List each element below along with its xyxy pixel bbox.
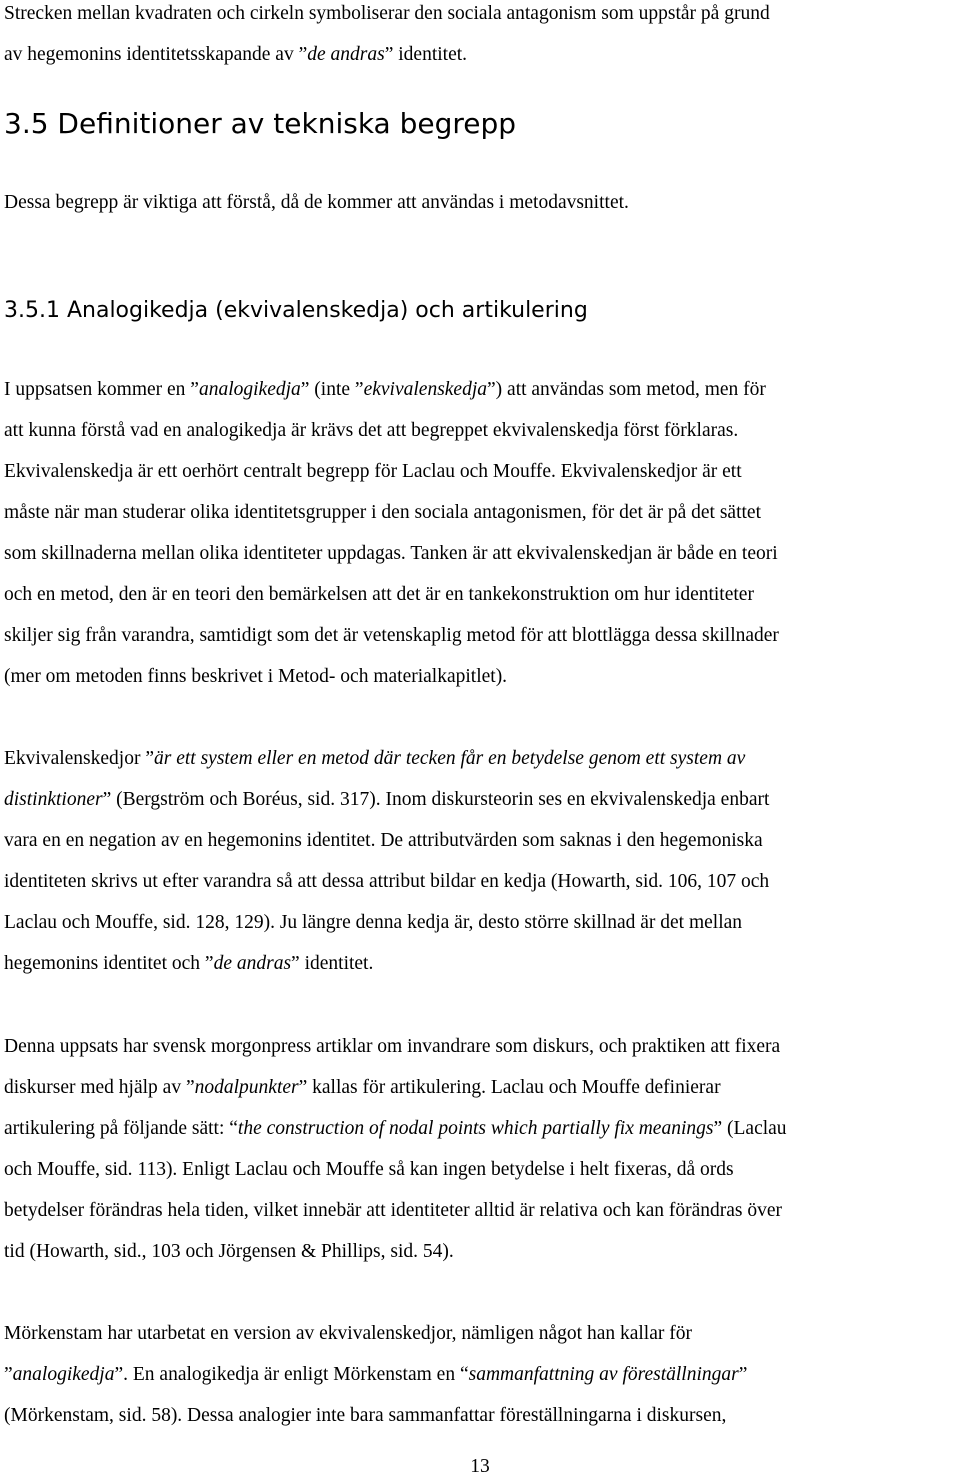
- p3-l2-c: ” kallas för artikulering. Laclau och Mouffe definierar: [298, 1077, 721, 1098]
- page-number: 13: [470, 1456, 490, 1477]
- p3-line-1: Denna uppsats har svensk morgonpress artiklar om invandrare som diskurs, och praktiken att fixera: [4, 1036, 781, 1057]
- p4-l2-c: ”. En analogikedja är enligt Mörkenstam en “: [114, 1364, 469, 1385]
- p3-l3-a: artikulering på följande sätt: “: [4, 1118, 238, 1139]
- p4-line-2: [4, 1354, 747, 1395]
- p1-line-8: (mer om metoden finns beskrivet i Metod- och materialkapitlet).: [4, 666, 508, 687]
- p1-line-1: [4, 369, 766, 410]
- section-heading: 3.5 Definitioner av tekniska begrepp: [4, 107, 517, 140]
- p2-l1-a: Ekvivalenskedjor ”: [4, 748, 154, 769]
- p4-l2-a: ”: [4, 1364, 13, 1385]
- intro-text-2c: ” identitet.: [384, 44, 468, 65]
- p2-line-1: [4, 738, 745, 779]
- p4-l2-d: sammanfattning av föreställningar: [468, 1364, 739, 1385]
- p1-line-4: måste när man studerar olika identitetsgrupper i den sociala antagonismen, för det är på det sättet: [4, 502, 761, 523]
- p2-l6-c: ” identitet.: [291, 953, 374, 974]
- section-intro-text: Dessa begrepp är viktiga att förstå, då de kommer att användas i metodavsnittet.: [4, 192, 629, 213]
- p3-line-4: och Mouffe, sid. 113). Enligt Laclau och Mouffe så kan ingen betydelse i helt fixeras, då ords: [4, 1159, 734, 1180]
- intro-line-2: [4, 34, 467, 75]
- p2-l2-a: distinktioner: [4, 789, 103, 810]
- p2-l2-b: ” (Bergström och Boréus, sid. 317). Inom diskursteorin ses en ekvivalenskedja enbart: [102, 789, 770, 810]
- p4-l2-b: analogikedja: [12, 1364, 115, 1385]
- p1-l1-e: ”) att användas som metod, men för: [487, 379, 766, 400]
- section-intro: [4, 182, 629, 223]
- intro-text-2a: av hegemonins identitetsskapande av ”: [4, 44, 308, 65]
- p1-line-2: att kunna förstå vad en analogikedja är krävs det att begreppet ekvivalenskedja först förklaras.: [4, 420, 739, 441]
- p1-line-6: och en metod, den är en teori den bemärkelsen att det är en tankekonstruktion om hur identiteter: [4, 584, 754, 605]
- p1-l1-c: ” (inte ”: [300, 379, 364, 400]
- p3-line-6: tid (Howarth, sid., 103 och Jörgensen & Phillips, sid. 54).: [4, 1241, 454, 1262]
- p1-line-5: som skillnaderna mellan olika identiteter uppdagas. Tanken är att ekvivalenskedjan är både en teori: [4, 543, 778, 564]
- p3-l2-a: diskurser med hjälp av ”: [4, 1077, 195, 1098]
- p3-l3-b: the construction of nodal points which partially fix meanings: [237, 1118, 714, 1139]
- p2-line-5: Laclau och Mouffe, sid. 128, 129). Ju längre denna kedja är, desto större skillnad är det mellan: [4, 912, 743, 933]
- intro-text-2b: de andras: [307, 44, 385, 65]
- intro-line-1: [4, 0, 770, 34]
- p3-line-3: [4, 1108, 787, 1149]
- p1-l1-b: analogikedja: [198, 379, 301, 400]
- p2-line-4: identiteten skrivs ut efter varandra så att dessa attribut bildar en kedja (Howarth, sid. 106, 107 och: [4, 871, 770, 892]
- p3-l2-b: nodalpunkter: [194, 1077, 299, 1098]
- p4-l2-e: ”: [738, 1364, 748, 1385]
- intro-text-1: Strecken mellan kvadraten och cirkeln symboliserar den sociala antagonism som uppstår på grund: [4, 3, 770, 24]
- p2-l1-b: är ett system eller en metod där tecken får en betydelse genom ett system av: [154, 748, 746, 769]
- document-page: [4, 0, 956, 1482]
- p3-line-2: [4, 1067, 721, 1108]
- subsection-heading: 3.5.1 Analogikedja (ekvivalenskedja) och artikulering: [4, 298, 588, 323]
- p2-line-2: [4, 779, 769, 820]
- p3-l3-c: ” (Laclau: [713, 1118, 787, 1139]
- p2-line-6: [4, 943, 373, 984]
- p3-line-5: betydelser förändras hela tiden, vilket innebär att identiteter alltid är relativa och kan förändras över: [4, 1200, 783, 1221]
- p1-line-7: skiljer sig från varandra, samtidigt som det är vetenskaplig metod för att blottlägga dessa skillnader: [4, 625, 779, 646]
- p2-l6-a: hegemonins identitet och ”: [4, 953, 214, 974]
- p1-l1-d: ekvivalenskedja: [363, 379, 488, 400]
- p4-line-1: Mörkenstam har utarbetat en version av ekvivalenskedjor, nämligen något han kallar för: [4, 1323, 692, 1344]
- p2-line-3: vara en en negation av en hegemonins identitet. De attributvärden som saknas i den hegemoniska: [4, 830, 763, 851]
- p1-line-3: Ekvivalenskedja är ett oerhört centralt begrepp för Laclau och Mouffe. Ekvivalenskedjor är ett: [4, 461, 742, 482]
- p4-line-3: (Mörkenstam, sid. 58). Dessa analogier inte bara sammanfattar föreställningarna i diskursen,: [4, 1405, 727, 1426]
- p1-l1-a: I uppsatsen kommer en ”: [4, 379, 199, 400]
- p2-l6-b: de andras: [213, 953, 292, 974]
